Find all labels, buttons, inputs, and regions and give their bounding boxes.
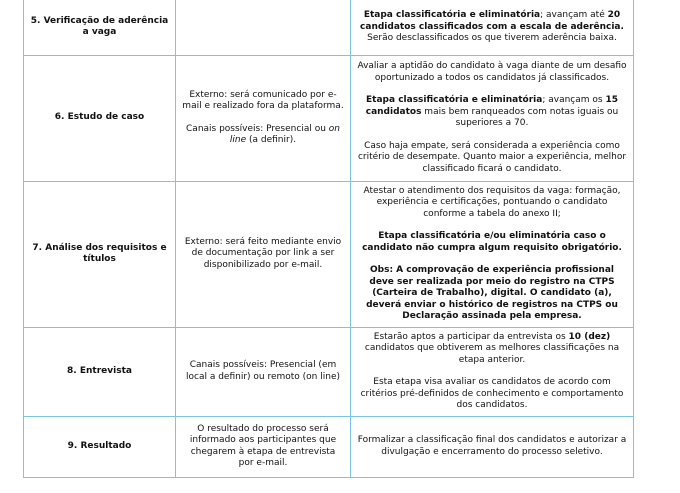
step-8-criteria-paragraph: Esta etapa visa avaliar os candidatos de acordo com critérios pré-definidos de conhecimento e comportamento dos candidatos. [360, 377, 624, 410]
table-row-step-6 [24, 55, 634, 181]
step-7-name: 7. Análise dos requisitos e títulos [32, 242, 167, 264]
step-7-criteria-paragraph: Atestar o atendimento dos requisitos da vaga: formação, experiência e certificações, pontuando o candidato conforme a tabela do anexo II; [363, 185, 621, 219]
text-segment: ; avançam até [540, 10, 608, 20]
step-5-channel-cell [176, 0, 351, 55]
step-9-channel-paragraph: O resultado do processo será informado aos participantes que chegarem à etapa de entrevista por e-mail. [189, 423, 337, 468]
step-5-criteria-cell [351, 0, 634, 55]
step-9-name: 9. Resultado [67, 440, 132, 451]
step-9-criteria-paragraph: Formalizar a classificação final dos candidatos e autorizar a divulgação e encerramento do processo seletivo. [357, 435, 627, 457]
table-row-step-9 [24, 416, 634, 477]
text-segment-bold: 20 candidatos classificados com a escala de aderência. [360, 10, 624, 32]
step-9-channel-cell [176, 416, 351, 477]
step-6-channel-cell [176, 55, 351, 181]
step-6-criteria-paragraph: Caso haja empate, será considerada a experiência como critério de desempate. Quanto maior a experiência, melhor classificado ficará o candidato. [357, 140, 627, 174]
step-8-name-cell [24, 327, 176, 416]
step-6-criteria-paragraph: Avaliar a aptidão do candidato à vaga diante de um desafio oportunizado a todos os candidatos já classificados. [357, 61, 627, 83]
step-6-name-cell [24, 55, 176, 181]
table-row-step-8 [24, 327, 634, 416]
step-7-criteria-cell [351, 181, 634, 327]
text-segment: (a definir). [246, 135, 297, 145]
step-5-criteria-paragraph [357, 10, 627, 45]
step-7-name-cell [24, 181, 176, 327]
step-7-criteria-paragraph-bold: Obs: A comprovação de experiência profissional deve ser realizada por meio do registro na CTPS (Carteira de Trabalho), digital. O candidato (a), deverá enviar o histórico de registros na CTPS ou Declaração assinada pela empresa. [366, 265, 618, 321]
step-9-name-cell [24, 416, 176, 477]
step-6-criteria-cell [351, 55, 634, 181]
step-6-channel-paragraph: Externo: será comunicado por e-mail e realizado fora da plataforma. [182, 89, 344, 111]
step-6-criteria-paragraph [357, 95, 627, 130]
text-segment-italic: on line [229, 123, 340, 145]
selection-steps-table [23, 0, 634, 478]
step-8-name: 8. Entrevista [67, 365, 132, 376]
step-7-channel-cell [176, 181, 351, 327]
step-5-name-cell [24, 0, 176, 55]
text-segment-bold: 15 candidatos [365, 95, 618, 117]
step-8-channel-paragraph: Canais possíveis: Presencial (em local a definir) ou remoto (on line) [185, 360, 341, 382]
step-8-criteria-paragraph [357, 332, 627, 367]
step-6-name: 6. Estudo de caso [54, 112, 145, 123]
text-segment: Serão desclassificados os que tiverem aderência baixa. [367, 33, 617, 43]
step-7-criteria-paragraph-bold: Etapa classificatória e/ou eliminatória caso o candidato não cumpra algum requisito obrigatório. [362, 231, 622, 253]
text-segment: candidatos que obtiverem as melhores classificações na etapa anterior. [364, 343, 620, 365]
text-segment: Canais possíveis: Presencial ou [186, 123, 329, 134]
text-segment: mais bem ranqueados com notas iguais ou superiores a 70. [421, 106, 619, 128]
step-8-channel-cell [176, 327, 351, 416]
step-7-channel-paragraph: Externo: será feito mediante envio de documentação por link a ser disponibilizado por e-mail. [184, 236, 342, 270]
text-segment-bold: 10 (dez) [568, 331, 611, 342]
text-segment-bold: Etapa classificatória e eliminatória [366, 95, 543, 105]
text-segment: ; avançam os [542, 95, 606, 105]
table-row-step-7 [24, 181, 634, 327]
table-row-step-5 [24, 0, 634, 55]
step-6-channel-paragraph [182, 124, 344, 147]
text-segment: Estarão aptos a participar da entrevista os [373, 331, 569, 342]
step-5-name: 5. Verificação de aderência a vaga [30, 15, 169, 38]
step-8-criteria-cell [351, 327, 634, 416]
text-segment-bold: Etapa classificatória e eliminatória [363, 10, 541, 20]
step-9-criteria-cell [351, 416, 634, 477]
